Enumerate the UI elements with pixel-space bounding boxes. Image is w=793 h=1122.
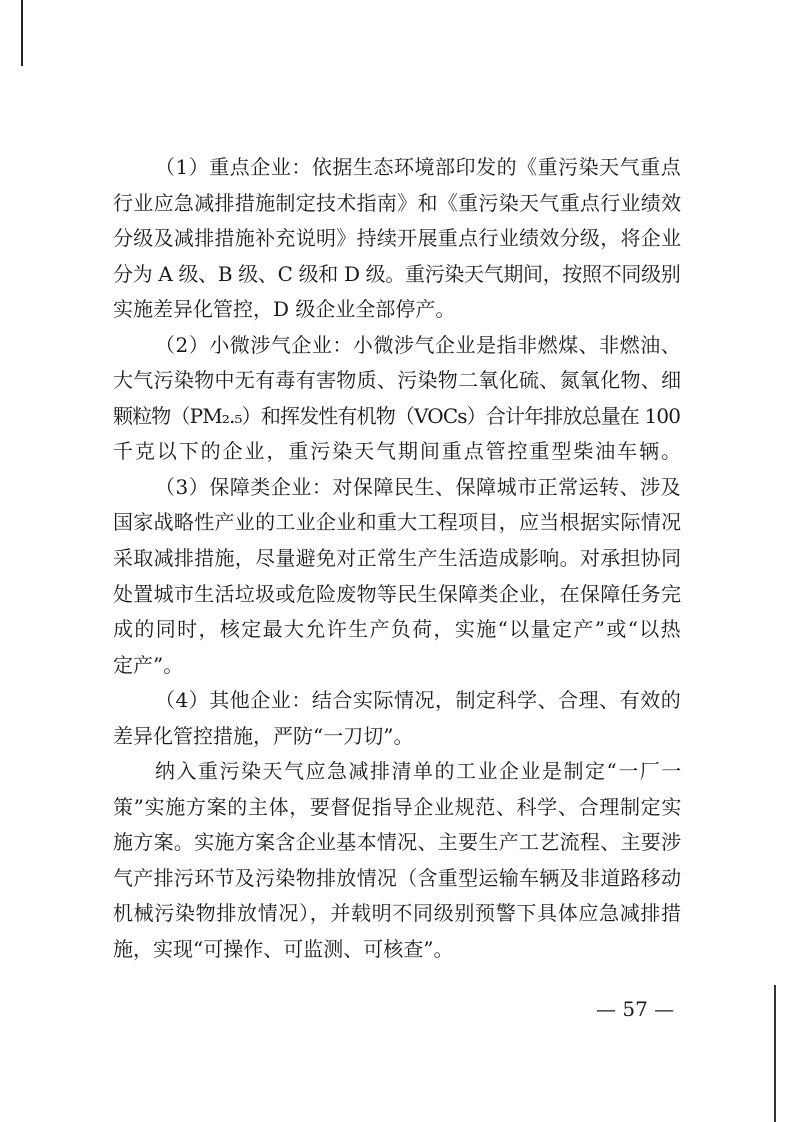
text-line: 分级及减排措施补充说明》持续开展重点行业绩效分级，将企业 bbox=[113, 226, 682, 250]
text-line: （4）其他企业：结合实际情况，制定科学、合理、有效的 bbox=[155, 688, 682, 712]
text-line: 国家战略性产业的工业企业和重大工程项目，应当根据实际情况 bbox=[113, 510, 682, 534]
text-line: 策”实施方案的主体，要督促指导企业规范、科学、合理制定实 bbox=[113, 795, 682, 819]
page-number: — 57 — bbox=[596, 997, 675, 1021]
text-line: 分为 A 级、B 级、C 级和 D 级。重污染天气期间，按照不同级别 bbox=[113, 262, 681, 286]
scan-edge-right bbox=[774, 985, 776, 1122]
text-line: （2）小微涉气企业：小微涉气企业是指非燃煤、非燃油、 bbox=[155, 333, 682, 357]
text-line: 纳入重污染天气应急减排清单的工业企业是制定“一厂一 bbox=[155, 759, 683, 783]
text-line: 施方案。实施方案含企业基本情况、主要生产工艺流程、主要涉 bbox=[113, 830, 682, 854]
text-line: 千克以下的企业，重污染天气期间重点管控重型柴油车辆。 bbox=[113, 439, 683, 463]
text-line: 定产”。 bbox=[113, 653, 184, 677]
text-line: 颗粒物（PM₂.₅）和挥发性有机物（VOCs）合计年排放总量在 100 bbox=[113, 404, 681, 428]
text-line: 采取减排措施，尽量避免对正常生产生活造成影响。对承担协同 bbox=[113, 546, 682, 570]
text-line: 机械污染物排放情况），并载明不同级别预警下具体应急减排措 bbox=[113, 901, 682, 925]
text-line: （3）保障类企业：对保障民生、保障城市正常运转、涉及 bbox=[155, 475, 682, 499]
text-line: 气产排污环节及污染物排放情况（含重型运输车辆及非道路移动 bbox=[113, 866, 682, 890]
text-line: 处置城市生活垃圾或危险废物等民生保障类企业，在保障任务完 bbox=[113, 582, 682, 606]
text-line: 成的同时，核定最大允许生产负荷，实施“以量定产”或“以热 bbox=[113, 617, 683, 641]
text-line: 差异化管控措施，严防“一刀切”。 bbox=[113, 724, 414, 748]
text-line: 实施差异化管控，D 级企业全部停产。 bbox=[113, 297, 456, 321]
text-line: 行业应急减排措施制定技术指南》和《重污染天气重点行业绩效 bbox=[113, 191, 682, 215]
text-line: （1）重点企业：依据生态环境部印发的《重污染天气重点 bbox=[155, 155, 682, 179]
text-line: 施，实现“可操作、可监测、可核查”。 bbox=[113, 937, 454, 961]
scan-edge-left bbox=[21, 0, 23, 66]
text-line: 大气污染物中无有毒有害物质、污染物二氧化硫、氮氧化物、细 bbox=[113, 368, 682, 392]
